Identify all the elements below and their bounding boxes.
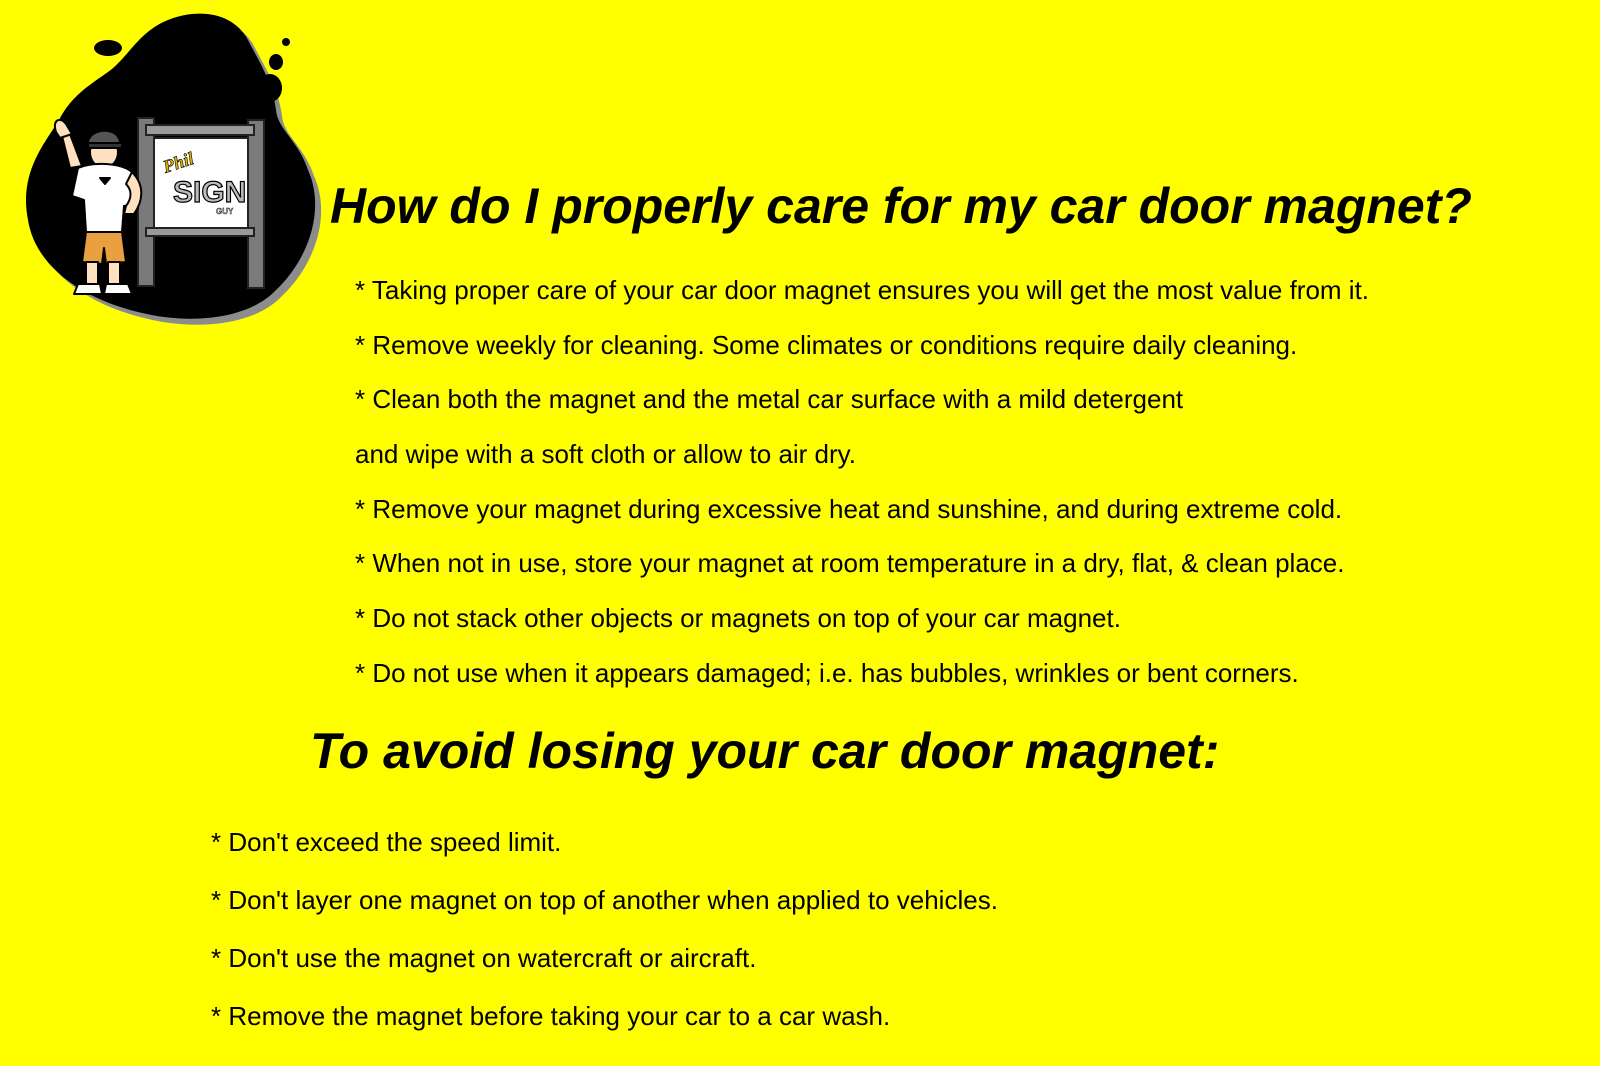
- care-tip: * Remove weekly for cleaning. Some climates or conditions require daily cleaning.: [355, 329, 1298, 360]
- care-tip: * Do not stack other objects or magnets on top of your car magnet.: [355, 603, 1121, 634]
- avoid-tip: * Don't use the magnet on watercraft or aircraft.: [211, 943, 757, 973]
- splat-drop: [94, 40, 122, 56]
- avoid-losing-heading: To avoid losing your car door magnet:: [310, 723, 1220, 779]
- avoid-losing-list: [211, 822, 998, 1054]
- care-tip: * Clean both the magnet and the metal car surface with a mild detergent: [355, 384, 1184, 415]
- avoid-tip: * Don't exceed the speed limit.: [211, 827, 562, 857]
- care-tip: * Do not use when it appears damaged; i.e. has bubbles, wrinkles or bent corners.: [355, 657, 1299, 688]
- care-tip: * When not in use, store your magnet at room temperature in a dry, flat, & clean place.: [355, 548, 1345, 579]
- sign-bottom-bar: [146, 228, 254, 236]
- splat-drop: [258, 74, 282, 102]
- avoid-tip: * Don't layer one magnet on top of another when applied to vehicles.: [211, 885, 998, 915]
- sign-beam: [146, 125, 254, 135]
- sign-post-right: [248, 120, 264, 288]
- avoid-tip: * Remove the magnet before taking your car to a car wash.: [211, 1001, 891, 1031]
- care-tips-list: [355, 270, 1369, 708]
- sign-word-text: SIGN: [173, 176, 247, 209]
- care-tip: and wipe with a soft cloth or allow to air dry.: [355, 439, 856, 470]
- sign-script-text: Phil: [160, 148, 197, 177]
- care-heading: How do I properly care for my car door magnet?: [330, 178, 1472, 234]
- care-tip: * Remove your magnet during excessive heat and sunshine, and during extreme cold.: [355, 493, 1343, 524]
- splat-drop: [282, 38, 290, 46]
- care-tip: * Taking proper care of your car door magnet ensures you will get the most value from it.: [355, 275, 1370, 305]
- splat-drop: [269, 54, 283, 70]
- phil-sign-guy-logo: [8, 0, 324, 330]
- sign-small-text: GUY: [216, 207, 234, 216]
